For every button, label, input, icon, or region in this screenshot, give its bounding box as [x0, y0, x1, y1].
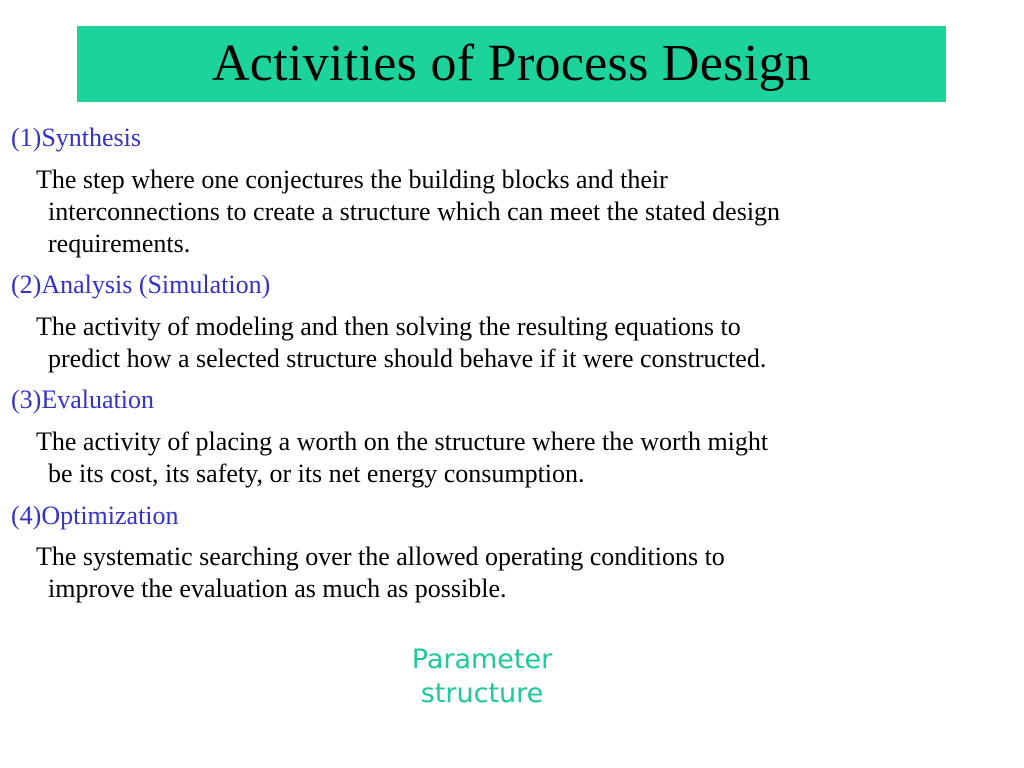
slide-title: Activities of Process Design: [211, 35, 812, 92]
title-banner: [77, 26, 946, 102]
note-line-parameter: Parameter: [411, 644, 553, 675]
note-line-structure: structure: [420, 678, 544, 709]
description-line: be its cost, its safety, or its net energy consumption.: [48, 459, 585, 488]
parameter-structure-note: [342, 643, 622, 711]
section-description-optimization: [36, 541, 1018, 605]
section-heading-optimization: (4)Optimization: [11, 501, 179, 530]
description-line: improve the evaluation as much as possible.: [48, 574, 507, 603]
section-heading-evaluation: (3)Evaluation: [11, 385, 154, 414]
section-description-analysis: [36, 311, 1018, 375]
section-heading-synthesis: (1)Synthesis: [11, 123, 141, 152]
description-line: The systematic searching over the allowed operating conditions to: [36, 542, 725, 571]
description-line: predict how a selected structure should behave if it were constructed.: [48, 344, 767, 373]
description-line: requirements.: [48, 229, 191, 258]
description-line: The step where one conjectures the building blocks and their: [36, 165, 668, 194]
description-line: interconnections to create a structure which can meet the stated design: [48, 197, 781, 226]
description-line: The activity of placing a worth on the structure where the worth might: [36, 427, 769, 456]
section-description-synthesis: [36, 164, 1018, 260]
description-line: The activity of modeling and then solving the resulting equations to: [36, 312, 741, 341]
section-description-evaluation: [36, 426, 1018, 490]
section-heading-analysis: (2)Analysis (Simulation): [11, 270, 271, 299]
